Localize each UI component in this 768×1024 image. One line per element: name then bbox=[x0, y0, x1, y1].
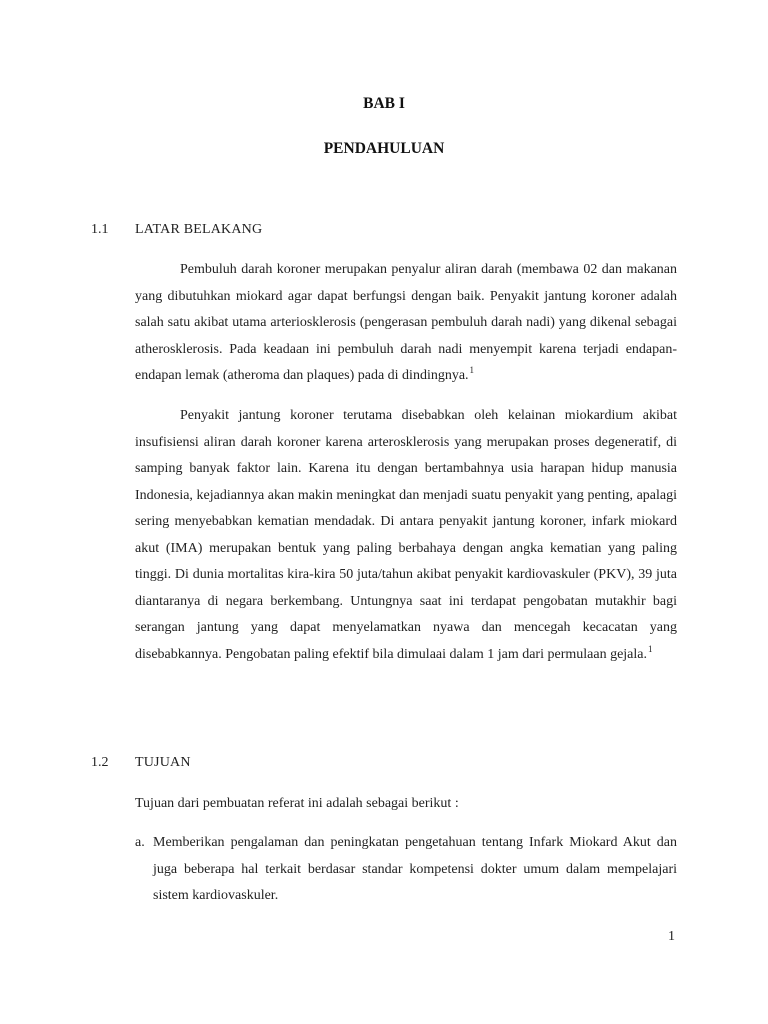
list-item-text: Memberikan pengalaman dan peningkatan pengetahuan tentang Infark Miokard Akut dan juga beberapa hal terkait berdasar standar kompetensi dokter umum dalam mempelajari sistem kardiovaskuler. bbox=[153, 835, 677, 903]
footnote-marker: 1 bbox=[469, 365, 475, 375]
paragraph-text: Pembuluh darah koroner merupakan penyalur aliran darah (membawa 02 dan makanan yang dibutuhkan miokard agar dapat berfungsi dengan baik. Penyakit jantung koroner adalah salah satu akibat utama arteriosklerosis (pengerasan pembuluh darah nadi) yang dikenal sebagai atherosklerosis. Pada keadaan ini pembuluh darah nadi menyempit karena terjadi endapan-endapan lemak (atheroma dan plaques) pada di dindingnya. bbox=[135, 262, 677, 383]
chapter-label: BAB I bbox=[363, 95, 405, 112]
page-number: 1 bbox=[668, 929, 675, 944]
paragraph-text: Penyakit jantung koroner terutama disebabkan oleh kelainan miokardium akibat insufisiensi aliran darah koroner karena arterosklerosis yang merupakan proses degeneratif, di samping banyak faktor lain. Karena itu dengan bertambahnya usia harapan hidup manusia Indonesia, kejadiannya akan makin meningkat dan menjadi suatu penyakit yang penting, apalagi sering menyebabkan kematian mendadak. Di antara penyakit jantung koroner, infark miokard akut (IMA) merupakan bentuk yang paling berbahaya dengan angka kematian yang paling tinggi. Di dunia mortalitas kira-kira 50 juta/tahun akibat penyakit kardiovaskuler (PKV), 39 juta diantaranya di negara berkembang. Untungnya saat ini terdapat pengobatan mutakhir bagi serangan jantung yang dapat menyelamatkan nyawa dan mencegah kecacatan yang disebabkannya. Pengobatan paling efektif bila dimulaai dalam 1 jam dari permulaan gejala. bbox=[135, 408, 677, 662]
section-title: LATAR BELAKANG bbox=[135, 222, 263, 237]
paragraph bbox=[135, 257, 677, 390]
chapter-title: PENDAHULUAN bbox=[323, 140, 445, 157]
section-title: TUJUAN bbox=[135, 755, 191, 770]
section-number: 1.2 bbox=[91, 755, 109, 770]
paragraph bbox=[135, 403, 677, 668]
footnote-marker: 1 bbox=[647, 643, 653, 654]
section-intro: Tujuan dari pembuatan referat ini adalah sebagai berikut : bbox=[135, 796, 459, 811]
section-number: 1.1 bbox=[91, 222, 109, 237]
list-item-marker: a. bbox=[135, 835, 145, 850]
